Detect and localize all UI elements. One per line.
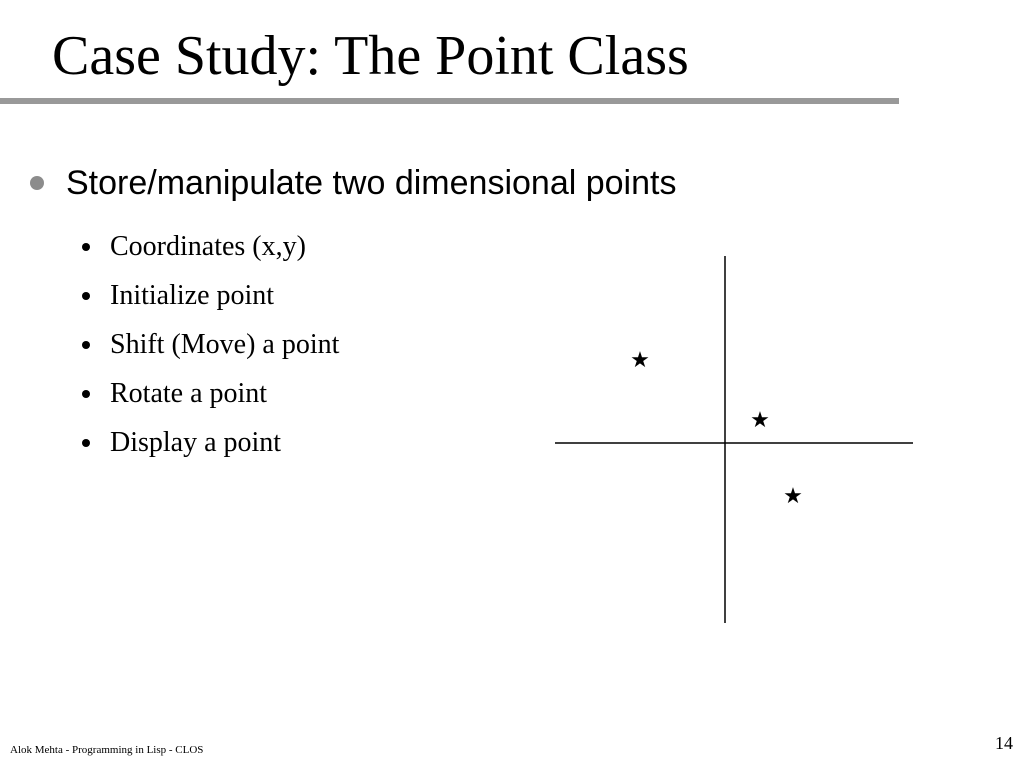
bullet-dot-icon [82,292,90,300]
main-bullet [30,166,676,200]
bullet-dot-icon [82,341,90,349]
page-number: 14 [995,733,1013,753]
sub-bullet-text: Display a point [110,426,282,458]
bullet-dot-icon [82,243,90,251]
sub-bullet-display [82,418,339,467]
sub-bullet-list [82,222,339,467]
bullet-dot-icon [82,390,90,398]
title-underline [0,98,899,104]
sub-bullet-text: Coordinates (x,y) [110,230,306,262]
coordinate-plane-figure [550,252,920,628]
sub-bullet-coordinates [82,222,339,271]
sub-bullet-text: Initialize point [110,279,275,311]
point-star-icon: ★ [630,348,650,373]
main-bullet-text: Store/manipulate two dimensional points [66,164,677,202]
sub-bullet-text: Shift (Move) a point [110,328,340,360]
point-star-icon: ★ [783,484,803,509]
sub-bullet-shift [82,320,339,369]
sub-bullet-initialize [82,271,339,320]
sub-bullet-rotate [82,369,339,418]
footer-author-course: Alok Mehta - Programming in Lisp - CLOS [10,744,204,756]
slide-title: Case Study: The Point Class [52,25,689,87]
bullet-dot-icon [30,176,44,190]
point-star-icon: ★ [750,408,770,433]
sub-bullet-text: Rotate a point [110,377,268,409]
bullet-dot-icon [82,439,90,447]
